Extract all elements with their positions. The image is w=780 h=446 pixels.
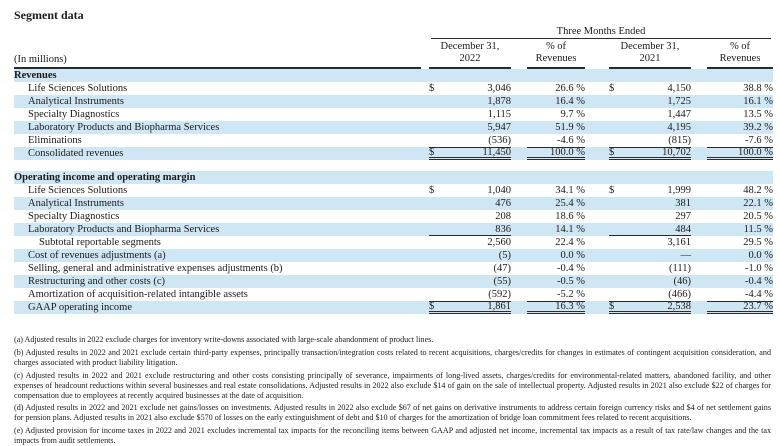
pct-of-revenues-2021 bbox=[707, 82, 773, 95]
cell-value: 3,046 bbox=[487, 83, 511, 94]
pct-of-revenues-2021 bbox=[707, 249, 773, 262]
pct-of-revenues-2021 bbox=[707, 121, 773, 134]
amount-2021 bbox=[609, 108, 691, 121]
cell-value: -5.2 % bbox=[557, 289, 585, 300]
cell-value: 0.0 % bbox=[748, 250, 773, 261]
column-header-2: % of Revenues bbox=[527, 41, 585, 69]
amount-2022 bbox=[429, 236, 511, 249]
pct-of-revenues-2021 bbox=[707, 223, 773, 236]
cell-value: 22.4 % bbox=[555, 237, 585, 248]
row-label: Life Sciences Solutions bbox=[28, 83, 128, 94]
footnote-c: (c) Adjusted results in 2022 and 2021 exclude restructuring and other costs consisting principally of severance, impairments of long-lived assets, charges/credits for environmental-related matters, abandoned facility, and other expenses of headcount reductions within several businesses and real estate consolidations. Adjusted results in 2022 also exclude $14 of gain on the sale of intellectual property. Adjusted results in 2021 also exclude $22 of charges for compensation due to employees at recently acquired businesses at the date of acquisition. bbox=[14, 370, 771, 400]
cell-value: 1,115 bbox=[487, 109, 511, 120]
pct-of-revenues-2021 bbox=[707, 262, 773, 275]
cell-value: 29.5 % bbox=[743, 237, 773, 248]
cell-value: 1,861 bbox=[487, 301, 511, 312]
amount-2021 bbox=[609, 147, 691, 160]
amount-2022 bbox=[429, 108, 511, 121]
amount-2022 bbox=[429, 301, 511, 314]
amount-2021 bbox=[609, 236, 691, 249]
table-row bbox=[14, 184, 773, 197]
cell-value: 836 bbox=[495, 223, 511, 235]
table-row bbox=[14, 275, 773, 288]
cell-value: 1,999 bbox=[667, 185, 691, 196]
row-label: Analytical Instruments bbox=[28, 198, 124, 209]
pct-of-revenues-2022 bbox=[527, 197, 585, 210]
amount-2022 bbox=[429, 82, 511, 95]
pct-of-revenues-2021 bbox=[707, 275, 773, 288]
footnote-b: (b) Adjusted results in 2022 and 2021 exclude certain third-party expenses, principally transaction/integration costs related to recent acquisitions, charges/credits for changes in estimates of contingent acquisition consideration, and charges associated with product liability litigation. bbox=[14, 347, 771, 367]
pct-of-revenues-2022 bbox=[527, 249, 585, 262]
cell-value: -7.6 % bbox=[745, 135, 773, 146]
cell-value: 9.7 % bbox=[560, 109, 585, 120]
dollar-sign: $ bbox=[609, 185, 615, 196]
cell-value: 4,150 bbox=[667, 83, 691, 94]
cell-value: 38.8 % bbox=[743, 83, 773, 94]
dollar-sign: $ bbox=[609, 147, 615, 158]
dollar-sign: $ bbox=[429, 185, 435, 196]
cell-value: 16.4 % bbox=[555, 96, 585, 107]
amount-2022 bbox=[429, 95, 511, 108]
cell-value: (592) bbox=[488, 289, 511, 300]
cell-value: -0.4 % bbox=[745, 276, 773, 287]
column-header-1: December 31, 2022 bbox=[429, 41, 511, 69]
row-label: Laboratory Products and Biopharma Services bbox=[28, 224, 220, 235]
table-row bbox=[14, 82, 773, 95]
footnote-e: (e) Adjusted provision for income taxes in 2022 and 2021 excludes incremental tax impacts for the reconciling items between GAAP and adjusted net income, incremental tax impacts as a result of tax rate/law changes and the tax impacts from audit settlements. bbox=[14, 426, 771, 446]
cell-value: 39.2 % bbox=[743, 122, 773, 133]
pct-of-revenues-2021 bbox=[707, 197, 773, 210]
amount-2021 bbox=[609, 223, 691, 236]
table-row bbox=[14, 249, 773, 262]
table-section-1 bbox=[14, 69, 773, 160]
table-row bbox=[14, 223, 773, 236]
pct-of-revenues-2022 bbox=[527, 108, 585, 121]
cell-value: 11.5 % bbox=[743, 224, 773, 235]
section-header-row bbox=[14, 171, 773, 184]
row-label: Consolidated revenues bbox=[28, 148, 124, 159]
cell-value: (111) bbox=[669, 263, 691, 274]
cell-value: 1,447 bbox=[667, 109, 691, 120]
cell-value: (815) bbox=[668, 135, 691, 146]
cell-value: 1,878 bbox=[487, 96, 511, 107]
cell-value: 2,538 bbox=[667, 301, 691, 312]
pct-of-revenues-2021 bbox=[707, 210, 773, 223]
dollar-sign: $ bbox=[429, 301, 435, 312]
cell-value: 25.4 % bbox=[555, 198, 585, 209]
pct-of-revenues-2022 bbox=[527, 262, 585, 275]
section-header-row bbox=[14, 69, 773, 82]
cell-value: 484 bbox=[675, 223, 691, 235]
dollar-sign: $ bbox=[429, 83, 435, 94]
cell-value: 14.1 % bbox=[555, 224, 585, 235]
cell-value: 22.1 % bbox=[743, 198, 773, 209]
row-label: Specialty Diagnostics bbox=[28, 211, 120, 222]
footnote-d: (d) Adjusted results in 2022 and 2021 exclude net gains/losses on investments. Adjusted results in 2022 also exclude $67 of net gains on derivative instruments to address certain foreign currency risks and $4 of net settlement gains for pension plans. Adjusted results in 2021 also exclude $570 of losses on the early extinguishment of debt and $10 of charges for the amortization of bridge loan commitment fees related to recent acquisitions. bbox=[14, 403, 771, 423]
section-header-label: Operating income and operating margin bbox=[14, 172, 196, 183]
table-header bbox=[14, 26, 773, 69]
row-label: Analytical Instruments bbox=[28, 96, 124, 107]
row-label: Life Sciences Solutions bbox=[28, 185, 128, 196]
cell-value: 4,195 bbox=[667, 122, 691, 133]
pct-of-revenues-2022 bbox=[527, 147, 585, 160]
units-label-cell bbox=[14, 26, 429, 69]
amount-2022 bbox=[429, 121, 511, 134]
cell-value: (536) bbox=[488, 135, 511, 146]
amount-2021 bbox=[609, 210, 691, 223]
cell-value: -0.4 % bbox=[557, 263, 585, 274]
pct-of-revenues-2021 bbox=[707, 147, 773, 160]
pct-of-revenues-2022 bbox=[527, 236, 585, 249]
cell-value: 0.0 % bbox=[560, 250, 585, 261]
amount-2021 bbox=[609, 249, 691, 262]
table-row bbox=[14, 210, 773, 223]
cell-value: 34.1 % bbox=[555, 185, 585, 196]
pct-of-revenues-2022 bbox=[527, 301, 585, 314]
cell-value: -4.6 % bbox=[557, 135, 585, 146]
row-label: Cost of revenues adjustments (a) bbox=[28, 250, 166, 261]
row-label: Amortization of acquisition-related intangible assets bbox=[28, 289, 248, 300]
cell-value: 51.9 % bbox=[555, 122, 585, 133]
cell-value: -1.0 % bbox=[745, 263, 773, 274]
pct-of-revenues-2021 bbox=[707, 108, 773, 121]
column-header-4: % of Revenues bbox=[707, 41, 773, 69]
pct-of-revenues-2022 bbox=[527, 95, 585, 108]
pct-of-revenues-2021 bbox=[707, 95, 773, 108]
row-label: Eliminations bbox=[28, 135, 82, 146]
cell-value: 476 bbox=[495, 198, 511, 209]
amount-2021 bbox=[609, 301, 691, 314]
row-label: GAAP operating income bbox=[28, 302, 133, 313]
cell-value: 10,702 bbox=[662, 147, 691, 158]
table-row bbox=[14, 134, 773, 147]
cell-value: 13.5 % bbox=[743, 109, 773, 120]
dollar-sign: $ bbox=[609, 83, 615, 94]
row-label: Subtotal reportable segments bbox=[39, 237, 161, 248]
amount-2022 bbox=[429, 262, 511, 275]
cell-value: (47) bbox=[493, 263, 511, 274]
cell-value: 3,161 bbox=[667, 237, 691, 248]
cell-value: 2,560 bbox=[487, 237, 511, 248]
section-header-label: Revenues bbox=[14, 70, 57, 81]
column-headers bbox=[429, 41, 773, 69]
table-row bbox=[14, 288, 773, 301]
cell-value: 1,040 bbox=[487, 185, 511, 196]
amount-2021 bbox=[609, 95, 691, 108]
pct-of-revenues-2022 bbox=[527, 223, 585, 236]
amount-2022 bbox=[429, 275, 511, 288]
cell-value: 48.2 % bbox=[743, 185, 773, 196]
cell-value: — bbox=[680, 250, 691, 261]
pct-of-revenues-2022 bbox=[527, 82, 585, 95]
table-row bbox=[14, 197, 773, 210]
footnotes bbox=[14, 335, 773, 446]
pct-of-revenues-2021 bbox=[707, 184, 773, 197]
dollar-sign: $ bbox=[609, 301, 615, 312]
amount-2021 bbox=[609, 82, 691, 95]
cell-value: 5,947 bbox=[487, 122, 511, 133]
segment-table bbox=[14, 69, 773, 314]
pct-of-revenues-2022 bbox=[527, 121, 585, 134]
span-header: Three Months Ended bbox=[431, 26, 771, 39]
cell-value: (5) bbox=[498, 250, 511, 261]
amount-2022 bbox=[429, 223, 511, 236]
cell-value: 26.6 % bbox=[555, 83, 585, 94]
pct-of-revenues-2022 bbox=[527, 210, 585, 223]
pct-of-revenues-2021 bbox=[707, 301, 773, 314]
cell-value: 297 bbox=[675, 211, 691, 222]
cell-value: 18.6 % bbox=[555, 211, 585, 222]
amount-2021 bbox=[609, 262, 691, 275]
amount-2021 bbox=[609, 184, 691, 197]
row-label: Laboratory Products and Biopharma Services bbox=[28, 122, 220, 133]
amount-2022 bbox=[429, 249, 511, 262]
cell-value: (46) bbox=[673, 276, 691, 287]
cell-value: (55) bbox=[493, 276, 511, 287]
amount-2022 bbox=[429, 147, 511, 160]
pct-of-revenues-2022 bbox=[527, 184, 585, 197]
cell-value: 208 bbox=[495, 211, 511, 222]
cell-value: 1,725 bbox=[667, 96, 691, 107]
table-row bbox=[14, 108, 773, 121]
table-row bbox=[14, 262, 773, 275]
table-row bbox=[14, 236, 773, 249]
table-row bbox=[14, 95, 773, 108]
cell-value: 23.7 % bbox=[743, 301, 773, 312]
cell-value: 11,450 bbox=[482, 147, 511, 158]
table-section-2 bbox=[14, 171, 773, 314]
row-label: Restructuring and other costs (c) bbox=[28, 276, 166, 287]
amount-2021 bbox=[609, 121, 691, 134]
cell-value: 381 bbox=[675, 198, 691, 209]
row-label: Selling, general and administrative expenses adjustments (b) bbox=[28, 263, 283, 274]
amount-2022 bbox=[429, 184, 511, 197]
period-header bbox=[429, 26, 773, 69]
page-title: Segment data bbox=[14, 8, 84, 22]
amount-2021 bbox=[609, 197, 691, 210]
dollar-sign: $ bbox=[429, 147, 435, 158]
cell-value: 16.1 % bbox=[743, 96, 773, 107]
amount-2022 bbox=[429, 210, 511, 223]
cell-value: 100.0 % bbox=[738, 147, 773, 158]
amount-2021 bbox=[609, 275, 691, 288]
table-row bbox=[14, 147, 773, 160]
cell-value: 100.0 % bbox=[550, 147, 585, 158]
cell-value: -0.5 % bbox=[557, 276, 585, 287]
pct-of-revenues-2021 bbox=[707, 236, 773, 249]
column-header-3: December 31, 2021 bbox=[609, 41, 691, 69]
table-row bbox=[14, 301, 773, 314]
cell-value: 20.5 % bbox=[743, 211, 773, 222]
amount-2022 bbox=[429, 197, 511, 210]
footnote-a: (a) Adjusted results in 2022 exclude charges for inventory write-downs associated with large-scale abandonment of product lines. bbox=[14, 335, 434, 344]
table-row bbox=[14, 121, 773, 134]
units-label: (In millions) bbox=[14, 54, 421, 69]
row-label: Specialty Diagnostics bbox=[28, 109, 120, 120]
cell-value: 16.3 % bbox=[555, 301, 585, 312]
pct-of-revenues-2022 bbox=[527, 275, 585, 288]
cell-value: (466) bbox=[668, 289, 691, 300]
cell-value: -4.4 % bbox=[745, 289, 773, 300]
